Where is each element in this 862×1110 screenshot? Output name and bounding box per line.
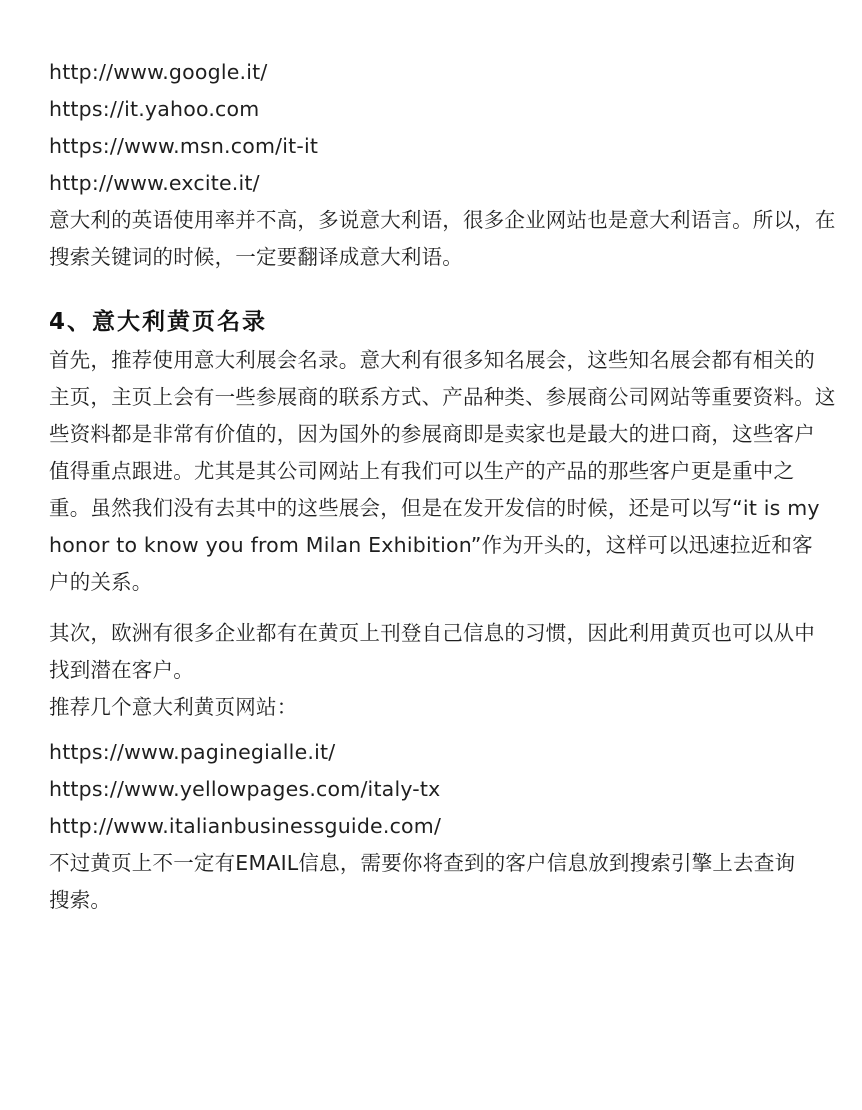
paragraph-line: 不过黄页上不一定有EMAIL信息，需要你将查到的客户信息放到搜索引擎上去查询 xyxy=(49,851,796,875)
excite-link[interactable]: http://www.excite.it/ xyxy=(49,171,260,195)
paragraph-line: 搜索。 xyxy=(49,888,112,912)
paragraph-line: 其次，欧洲有很多企业都有在黄页上刊登自己信息的习惯，因此利用黄页也可以从中 xyxy=(49,621,815,645)
paragraph-line: 户的关系。 xyxy=(49,570,153,594)
paragraph-line: 重。虽然我们没有去其中的这些展会，但是在发开发信的时候，还是可以写“it is my xyxy=(49,496,820,520)
section-heading: 4、意大利黄页名录 xyxy=(49,309,268,335)
yellowpages-link-list xyxy=(49,734,829,845)
expo-directory-paragraph xyxy=(49,342,836,601)
google-link[interactable]: http://www.google.it/ xyxy=(49,60,268,84)
italianbusinessguide-link[interactable]: http://www.italianbusinessguide.com/ xyxy=(49,814,442,838)
paragraph-line: 搜索关键词的时候，一定要翻译成意大利语。 xyxy=(49,245,463,269)
msn-link[interactable]: https://www.msn.com/it-it xyxy=(49,134,319,158)
paragraph-line: 找到潜在客户。 xyxy=(49,658,194,682)
paragraph-line: 意大利的英语使用率并不高，多说意大利语，很多企业网站也是意大利语言。所以，在 xyxy=(49,208,836,232)
paragraph-line: 推荐几个意大利黄页网站： xyxy=(49,695,298,719)
search-note-paragraph xyxy=(49,202,836,276)
paragraph-line: 主页，主页上会有一些参展商的联系方式、产品种类、参展商公司网站等重要资料。这 xyxy=(49,385,836,409)
paragraph-line: 值得重点跟进。尤其是其公司网站上有我们可以生产的产品的那些客户更是重中之 xyxy=(49,459,795,483)
search-engine-link-list xyxy=(49,54,829,202)
yellowpages-link[interactable]: https://www.yellowpages.com/italy-tx xyxy=(49,777,441,801)
paragraph-line: 些资料都是非常有价值的，因为国外的参展商即是卖家也是最大的进口商，这些客户 xyxy=(49,422,815,446)
article-body xyxy=(49,54,836,919)
yahoo-link[interactable]: https://it.yahoo.com xyxy=(49,97,260,121)
paragraph-line: 首先，推荐使用意大利展会名录。意大利有很多知名展会，这些知名展会都有相关的 xyxy=(49,348,815,372)
paragraph-line: honor to know you from Milan Exhibition”作为开头的，这样可以迅速拉近和客 xyxy=(49,533,813,557)
paginegialle-link[interactable]: https://www.paginegialle.it/ xyxy=(49,740,336,764)
yellowpages-paragraph xyxy=(49,615,829,726)
closing-note-paragraph xyxy=(49,845,829,919)
